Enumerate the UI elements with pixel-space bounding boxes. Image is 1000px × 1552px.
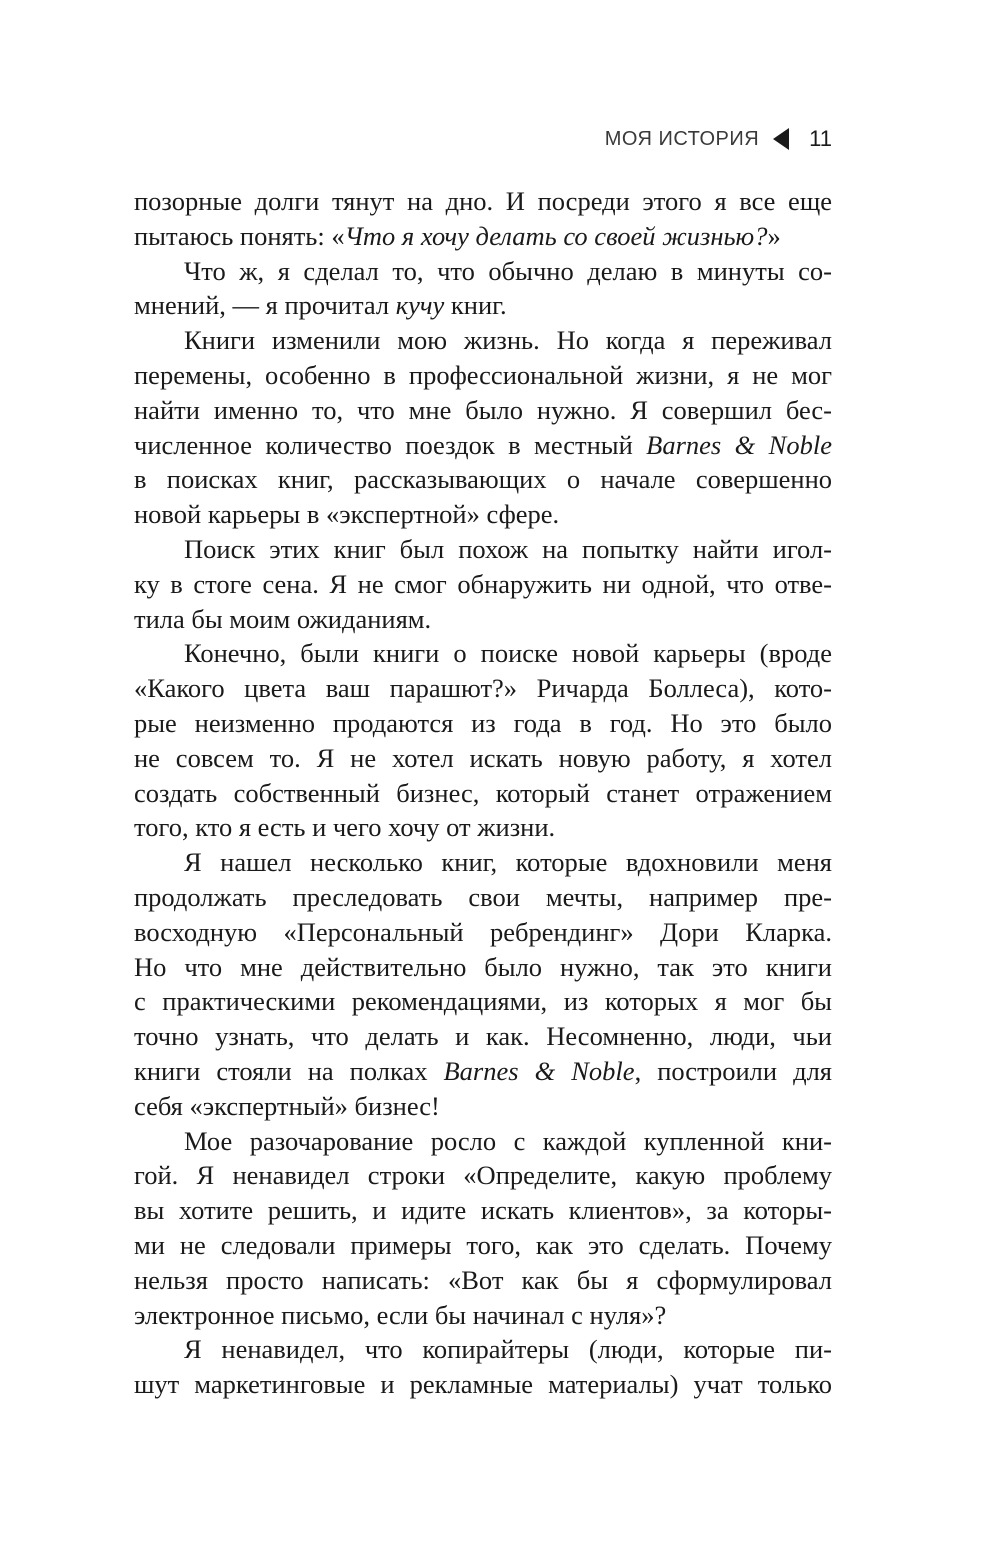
text-line xyxy=(134,636,832,671)
text-segment: точно узнать, что делать и как. Несомненно, люди, чьи xyxy=(134,1021,832,1052)
page-number: 11 xyxy=(809,126,832,151)
text-segment: Но что мне действительно было нужно, так это книги xyxy=(134,951,832,982)
left-triangle-icon xyxy=(773,128,789,150)
text-line xyxy=(134,1124,832,1159)
text-line xyxy=(134,1332,832,1367)
text-line xyxy=(134,741,832,776)
text-line xyxy=(134,880,832,915)
text-segment: » xyxy=(767,220,781,251)
text-line xyxy=(134,1158,832,1193)
text-segment: новой карьеры в «экспертной» сфере. xyxy=(134,499,560,530)
text-line xyxy=(134,497,832,532)
text-segment: шут маркетинговые и рекламные материалы) учат только xyxy=(134,1369,832,1400)
text-segment: Я нашел несколько книг, которые вдохновили меня xyxy=(184,847,832,878)
text-segment: с практическими рекомендациями, из которых я мог бы xyxy=(134,986,832,1017)
text-segment: вы хотите решить, и идите искать клиентов», за которы- xyxy=(134,1195,832,1226)
text-line xyxy=(134,984,832,1019)
text-segment: мнений, — я прочитал xyxy=(134,290,396,321)
italic-text: Что я хочу делать со своей жизнью? xyxy=(344,220,768,251)
text-segment: тила бы моим ожиданиям. xyxy=(134,603,432,634)
text-line xyxy=(134,219,832,254)
text-line xyxy=(134,950,832,985)
text-line xyxy=(134,323,832,358)
text-segment: Конечно, были книги о поиске новой карьеры (вроде xyxy=(184,638,832,669)
text-line xyxy=(134,810,832,845)
text-line xyxy=(134,602,832,637)
text-segment: гой. Я ненавидел строки «Определите, какую проблему xyxy=(134,1160,832,1191)
text-segment: позорные долги тянут на дно. И посреди этого я все еще xyxy=(134,186,832,216)
text-segment: «Какого цвета ваш парашют?» Ричарда Боллеса), кото- xyxy=(134,673,832,704)
text-line xyxy=(134,1089,832,1124)
text-segment: ку в стоге сена. Я не смог обнаружить ни одной, что отве- xyxy=(134,568,832,599)
text-line xyxy=(134,671,832,706)
text-segment: Что ж, я сделал то, что обычно делаю в минуты со- xyxy=(184,255,832,286)
text-line xyxy=(134,393,832,428)
text-segment: пытаюсь понять: « xyxy=(134,220,345,251)
text-line xyxy=(134,845,832,880)
text-segment: себя «экспертный» бизнес! xyxy=(134,1090,440,1121)
text-segment: Поиск этих книг был похож на попытку найти игол- xyxy=(184,533,832,564)
text-segment: нельзя просто написать: «Вот как бы я сформулировал xyxy=(134,1264,832,1295)
text-segment: в поисках книг, рассказывающих о начале совершенно xyxy=(134,464,832,495)
text-line xyxy=(134,1367,832,1402)
text-line xyxy=(134,254,832,289)
text-segment: электронное письмо, если бы начинал с нуля»? xyxy=(134,1299,667,1330)
text-segment: перемены, особенно в профессиональной жизни, я не мог xyxy=(134,359,832,390)
text-line xyxy=(134,567,832,602)
italic-text: Barnes & Noble xyxy=(443,1055,635,1086)
text-line xyxy=(134,1193,832,1228)
running-title: МОЯ ИСТОРИЯ xyxy=(604,127,760,150)
text-segment: Мое разочарование росло с каждой купленной кни- xyxy=(184,1125,832,1156)
text-segment: численное количество поездок в местный xyxy=(134,429,647,460)
text-line xyxy=(134,532,832,567)
text-line xyxy=(134,288,832,323)
text-line xyxy=(134,428,832,463)
text-line xyxy=(134,776,832,811)
text-segment: ми не следовали примеры того, как это сделать. Почему xyxy=(134,1229,832,1260)
text-line xyxy=(134,1019,832,1054)
italic-text: Barnes & Noble xyxy=(646,429,832,460)
text-segment: Книги изменили мою жизнь. Но когда я переживал xyxy=(184,325,832,356)
text-line xyxy=(134,915,832,950)
text-segment: найти именно то, что мне было нужно. Я совершил бес- xyxy=(134,394,832,425)
text-segment: книг. xyxy=(444,290,507,321)
italic-text: кучу xyxy=(395,290,445,321)
text-line xyxy=(134,1263,832,1298)
text-segment: не совсем то. Я не хотел искать новую работу, я хотел xyxy=(134,742,832,773)
text-segment: восходную «Персональный ребрендинг» Дори Кларка. xyxy=(134,916,832,947)
text-line xyxy=(134,1054,832,1089)
text-segment: того, кто я есть и чего хочу от жизни. xyxy=(134,812,556,843)
running-head xyxy=(605,122,832,156)
text-line xyxy=(134,462,832,497)
text-segment: , построили для xyxy=(634,1055,832,1086)
text-segment: продолжать преследовать свои мечты, например пре- xyxy=(134,881,832,912)
text-line xyxy=(134,1228,832,1263)
text-line xyxy=(134,358,832,393)
text-line xyxy=(134,706,832,741)
text-segment: книги стояли на полках xyxy=(134,1055,444,1086)
body-text xyxy=(134,184,832,1402)
text-line xyxy=(134,184,832,219)
text-segment: Я ненавидел, что копирайтеры (люди, которые пи- xyxy=(184,1334,832,1365)
text-segment: создать собственный бизнес, который станет отражением xyxy=(134,777,832,808)
text-segment: рые неизменно продаются из года в год. Но это было xyxy=(134,707,832,738)
text-line xyxy=(134,1298,832,1333)
